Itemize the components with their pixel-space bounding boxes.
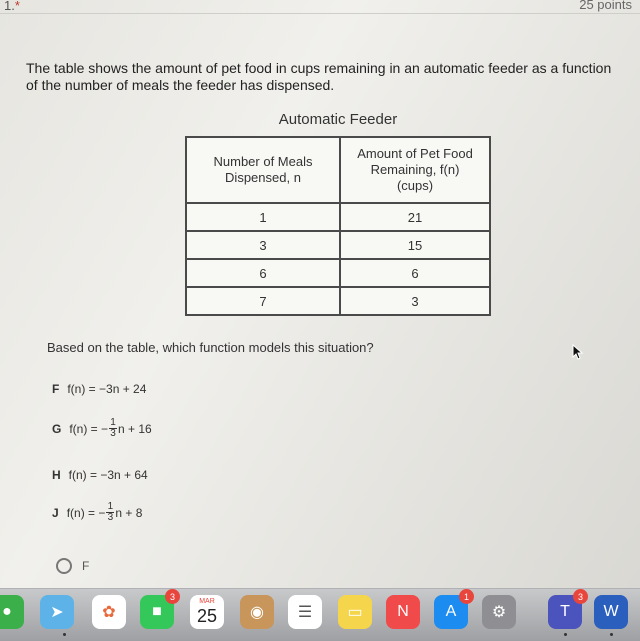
required-marker: *: [14, 0, 20, 13]
option-expression: f(n) = −3n + 64: [68, 468, 148, 482]
news-icon[interactable]: N: [386, 595, 420, 629]
question-number: [4, 0, 20, 13]
fraction: [109, 418, 117, 439]
option-expression-prefix: f(n) = −: [69, 421, 109, 436]
appstore-badge: 1: [459, 589, 474, 604]
reminders-icon[interactable]: ☰: [288, 595, 322, 629]
calendar-icon[interactable]: [190, 595, 224, 629]
col2-line1: Amount of Pet Food: [357, 146, 473, 161]
running-indicator: [63, 633, 66, 636]
notes-icon[interactable]: ▭: [338, 595, 372, 629]
option-letter: F: [52, 382, 60, 396]
word-letter: W: [603, 603, 619, 620]
cell-fn: 15: [340, 231, 490, 259]
option-f: [52, 382, 146, 396]
question-prompt: The table shows the amount of pet food in cups remaining in an automatic feeder as a function of the number of meals the feeder has dispensed.: [26, 60, 612, 93]
table-row: [186, 203, 490, 231]
cell-n: 6: [186, 259, 340, 287]
col1-line2: Dispensed, n: [225, 170, 301, 185]
teams-badge: 3: [573, 589, 588, 604]
cell-n: 1: [186, 203, 340, 231]
cell-fn: 21: [340, 203, 490, 231]
facetime-icon[interactable]: ■ 3: [140, 595, 174, 629]
table-header-row: [186, 137, 490, 203]
cell-fn: 3: [340, 287, 490, 315]
denominator: 3: [110, 428, 116, 439]
settings-icon[interactable]: ⚙: [482, 595, 516, 629]
option-g: [52, 418, 152, 439]
word-icon[interactable]: [594, 595, 628, 629]
answer-label-f[interactable]: F: [82, 559, 90, 573]
col2-line2: Remaining, f(n): [370, 162, 460, 177]
col-header-food: [340, 137, 490, 203]
col1-line1: Number of Meals: [213, 154, 313, 169]
col-header-meals: [186, 137, 340, 203]
table-caption: Automatic Feeder: [278, 111, 398, 128]
cell-n: 7: [186, 287, 340, 315]
numerator: 1: [110, 417, 116, 428]
feeder-table: [185, 136, 491, 316]
teams-icon[interactable]: [548, 591, 583, 629]
teams-letter: T: [560, 603, 570, 620]
numerator: 1: [107, 501, 114, 512]
table-row: [186, 259, 490, 287]
running-indicator: [564, 633, 567, 636]
denominator: 3: [107, 512, 114, 523]
cell-n: 3: [186, 231, 340, 259]
option-expression-prefix: f(n) = −: [66, 505, 106, 520]
fraction: [106, 502, 114, 523]
option-expression-suffix: n + 16: [118, 421, 152, 436]
facetime-badge: 3: [165, 589, 180, 604]
points-label: 25 points: [579, 0, 632, 12]
table-row: [186, 287, 490, 315]
header-divider: [0, 13, 640, 14]
radio-button-f[interactable]: [56, 558, 72, 574]
answer-choice-f[interactable]: [56, 558, 89, 574]
option-expression: f(n) = −3n + 24: [67, 382, 147, 396]
running-indicator: [610, 633, 613, 636]
calendar-day: 25: [196, 606, 218, 626]
contacts-icon[interactable]: ◉: [240, 595, 274, 629]
question-header: [0, 0, 640, 14]
cell-fn: 6: [340, 259, 490, 287]
option-letter: G: [52, 421, 62, 436]
question-text: Based on the table, which function models this situation?: [47, 340, 374, 355]
option-h: [52, 468, 148, 482]
mouse-cursor-icon: [572, 344, 584, 360]
option-j: [52, 502, 142, 523]
calendar-month: MAR: [199, 598, 215, 605]
messages-icon[interactable]: ●: [0, 595, 24, 629]
question-number-text: 1.: [4, 0, 15, 13]
maps-icon[interactable]: ➤: [40, 595, 74, 629]
option-expression-suffix: n + 8: [115, 505, 143, 520]
col2-line3: (cups): [396, 178, 434, 193]
option-letter: H: [52, 468, 61, 482]
app-store-icon[interactable]: A 1: [434, 595, 468, 629]
table-row: [186, 231, 490, 259]
option-letter: J: [52, 505, 59, 520]
dock: [0, 588, 640, 641]
photos-icon[interactable]: ✿: [92, 595, 126, 629]
